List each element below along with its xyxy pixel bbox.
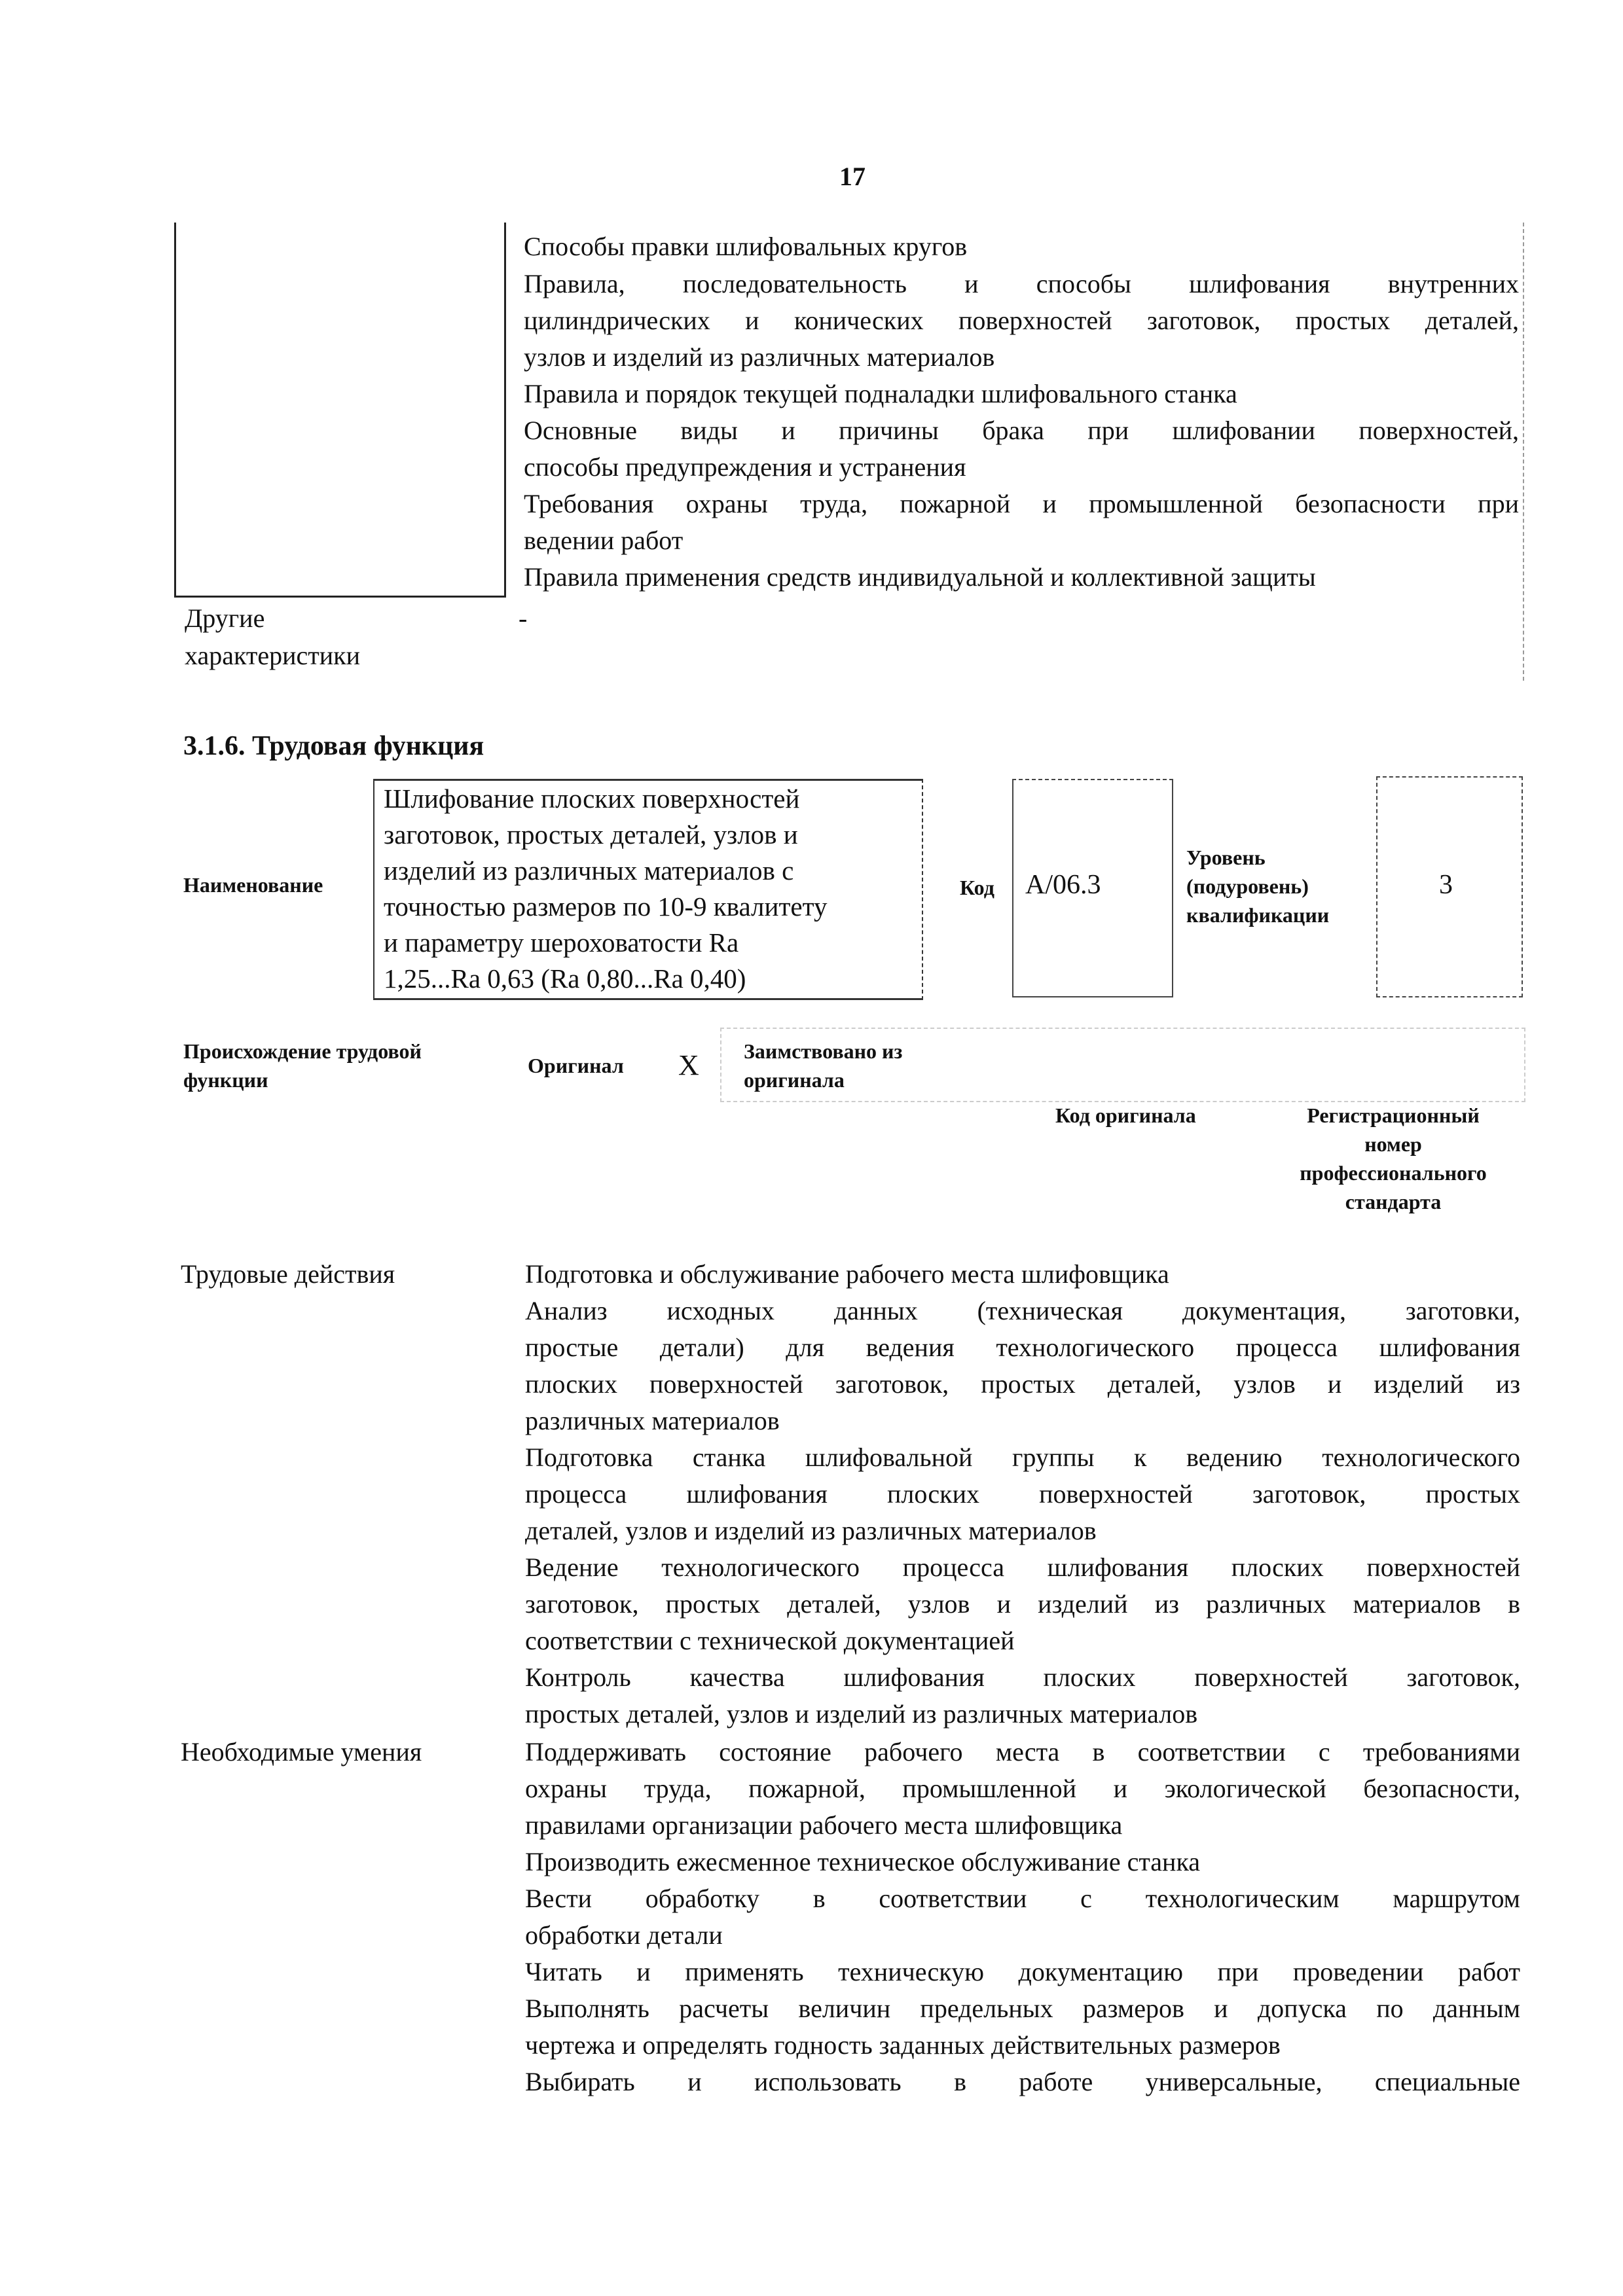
action-line: Подготовка и обслуживание рабочего места шлифовщика <box>525 1259 1169 1289</box>
borrowed-label-1: Заимствовано из <box>744 1039 903 1063</box>
name-line: Шлифование плоских поверхностей <box>384 783 800 814</box>
knowledge-line: Правила, последовательность и способы шлифования внутренних <box>524 269 1519 298</box>
reg-number-label-1: Регистрационный <box>1307 1103 1480 1127</box>
name-label: Наименование <box>183 873 323 897</box>
origin-original: Оригинал <box>528 1054 624 1077</box>
name-line: и параметру шероховатости Ra <box>384 927 739 958</box>
skill-line: Выполнять расчеты величин предельных размеров и допуска по данным <box>525 1994 1520 2023</box>
reg-number-label-3: профессионального <box>1300 1161 1487 1185</box>
level-value: 3 <box>1439 870 1453 900</box>
skills-label: Необходимые умения <box>181 1737 422 1767</box>
knowledge-line: Правила и порядок текущей подналадки шлифовального станка <box>524 379 1237 408</box>
name-line: изделий из различных материалов с <box>384 855 794 886</box>
action-line: Анализ исходных данных (техническая документация, заготовки, <box>525 1296 1520 1325</box>
knowledge-line: Основные виды и причины брака при шлифовании поверхностей, <box>524 416 1519 445</box>
actions-label: Трудовые действия <box>181 1259 395 1289</box>
action-line: простые детали) для ведения технологического процесса шлифования <box>525 1333 1520 1362</box>
skill-line: охраны труда, пожарной, промышленной и экологической безопасности, <box>525 1774 1520 1803</box>
level-label-2: (подуровень) <box>1186 874 1309 898</box>
knowledge-line: Способы правки шлифовальных кругов <box>524 232 968 261</box>
table-row-separator <box>174 596 506 598</box>
action-line: различных материалов <box>525 1406 780 1435</box>
name-line: заготовок, простых деталей, узлов и <box>384 819 798 850</box>
action-line: Ведение технологического процесса шлифования плоских поверхностей <box>525 1552 1520 1582</box>
other-characteristics-label-2: характеристики <box>185 641 361 670</box>
skill-line: Поддерживать состояние рабочего места в соответствии с требованиями <box>525 1737 1520 1767</box>
reg-number-label-4: стандарта <box>1345 1190 1442 1213</box>
other-characteristics-value: - <box>519 603 528 633</box>
section-heading: 3.1.6. Трудовая функция <box>183 731 484 761</box>
other-characteristics-label-1: Другие <box>185 603 265 633</box>
reg-number-label-2: номер <box>1364 1132 1422 1156</box>
origin-mark: X <box>678 1049 699 1081</box>
code-label: Код <box>960 876 994 899</box>
action-line: Контроль качества шлифования плоских поверхностей заготовок, <box>525 1662 1520 1692</box>
origin-label-1: Происхождение трудовой <box>183 1039 422 1063</box>
skill-line: правилами организации рабочего места шлифовщика <box>525 1810 1123 1840</box>
knowledge-line: способы предупреждения и устранения <box>524 452 966 482</box>
table-left-border <box>174 223 176 597</box>
skill-line: чертежа и определять годность заданных действительных размеров <box>525 2030 1281 2060</box>
name-line: точностью размеров по 10-9 квалитету <box>384 891 828 922</box>
knowledge-line: узлов и изделий из различных материалов <box>524 342 995 372</box>
origin-label-2: функции <box>183 1068 268 1092</box>
borrowed-label-2: оригинала <box>744 1068 845 1092</box>
level-label-3: квалификации <box>1186 903 1330 927</box>
code-original-label: Код оригинала <box>1055 1103 1196 1127</box>
action-line: заготовок, простых деталей, узлов и изделий из различных материалов в <box>525 1589 1520 1619</box>
level-label-1: Уровень <box>1186 846 1266 869</box>
skill-line: обработки детали <box>525 1920 723 1950</box>
action-line: деталей, узлов и изделий из различных материалов <box>525 1516 1097 1545</box>
origin-row-border <box>720 1028 1525 1102</box>
action-line: процесса шлифования плоских поверхностей заготовок, простых <box>525 1479 1520 1509</box>
action-line: Подготовка станка шлифовальной группы к ведению технологического <box>525 1443 1520 1472</box>
table-divider <box>504 223 506 597</box>
action-line: соответствии с технической документацией <box>525 1626 1015 1655</box>
knowledge-line: Правила применения средств индивидуальной и коллективной защиты <box>524 562 1316 592</box>
table-right-border <box>1523 223 1524 681</box>
knowledge-line: цилиндрических и конических поверхностей заготовок, простых деталей, <box>524 306 1519 335</box>
knowledge-line: ведении работ <box>524 526 684 555</box>
action-line: простых деталей, узлов и изделий из различных материалов <box>525 1699 1198 1729</box>
action-line: плоских поверхностей заготовок, простых деталей, узлов и изделий из <box>525 1369 1520 1399</box>
code-value: A/06.3 <box>1025 870 1101 900</box>
page-number: 17 <box>839 162 866 191</box>
skill-line: Читать и применять техническую документацию при проведении работ <box>525 1957 1520 1986</box>
name-line: 1,25...Ra 0,63 (Ra 0,80...Ra 0,40) <box>384 963 746 994</box>
skill-line: Производить ежесменное техническое обслуживание станка <box>525 1847 1201 1876</box>
skill-line: Выбирать и использовать в работе универсальные, специальные <box>525 2067 1520 2096</box>
skill-line: Вести обработку в соответствии с технологическим маршрутом <box>525 1884 1520 1913</box>
knowledge-line: Требования охраны труда, пожарной и промышленной безопасности при <box>524 489 1519 518</box>
